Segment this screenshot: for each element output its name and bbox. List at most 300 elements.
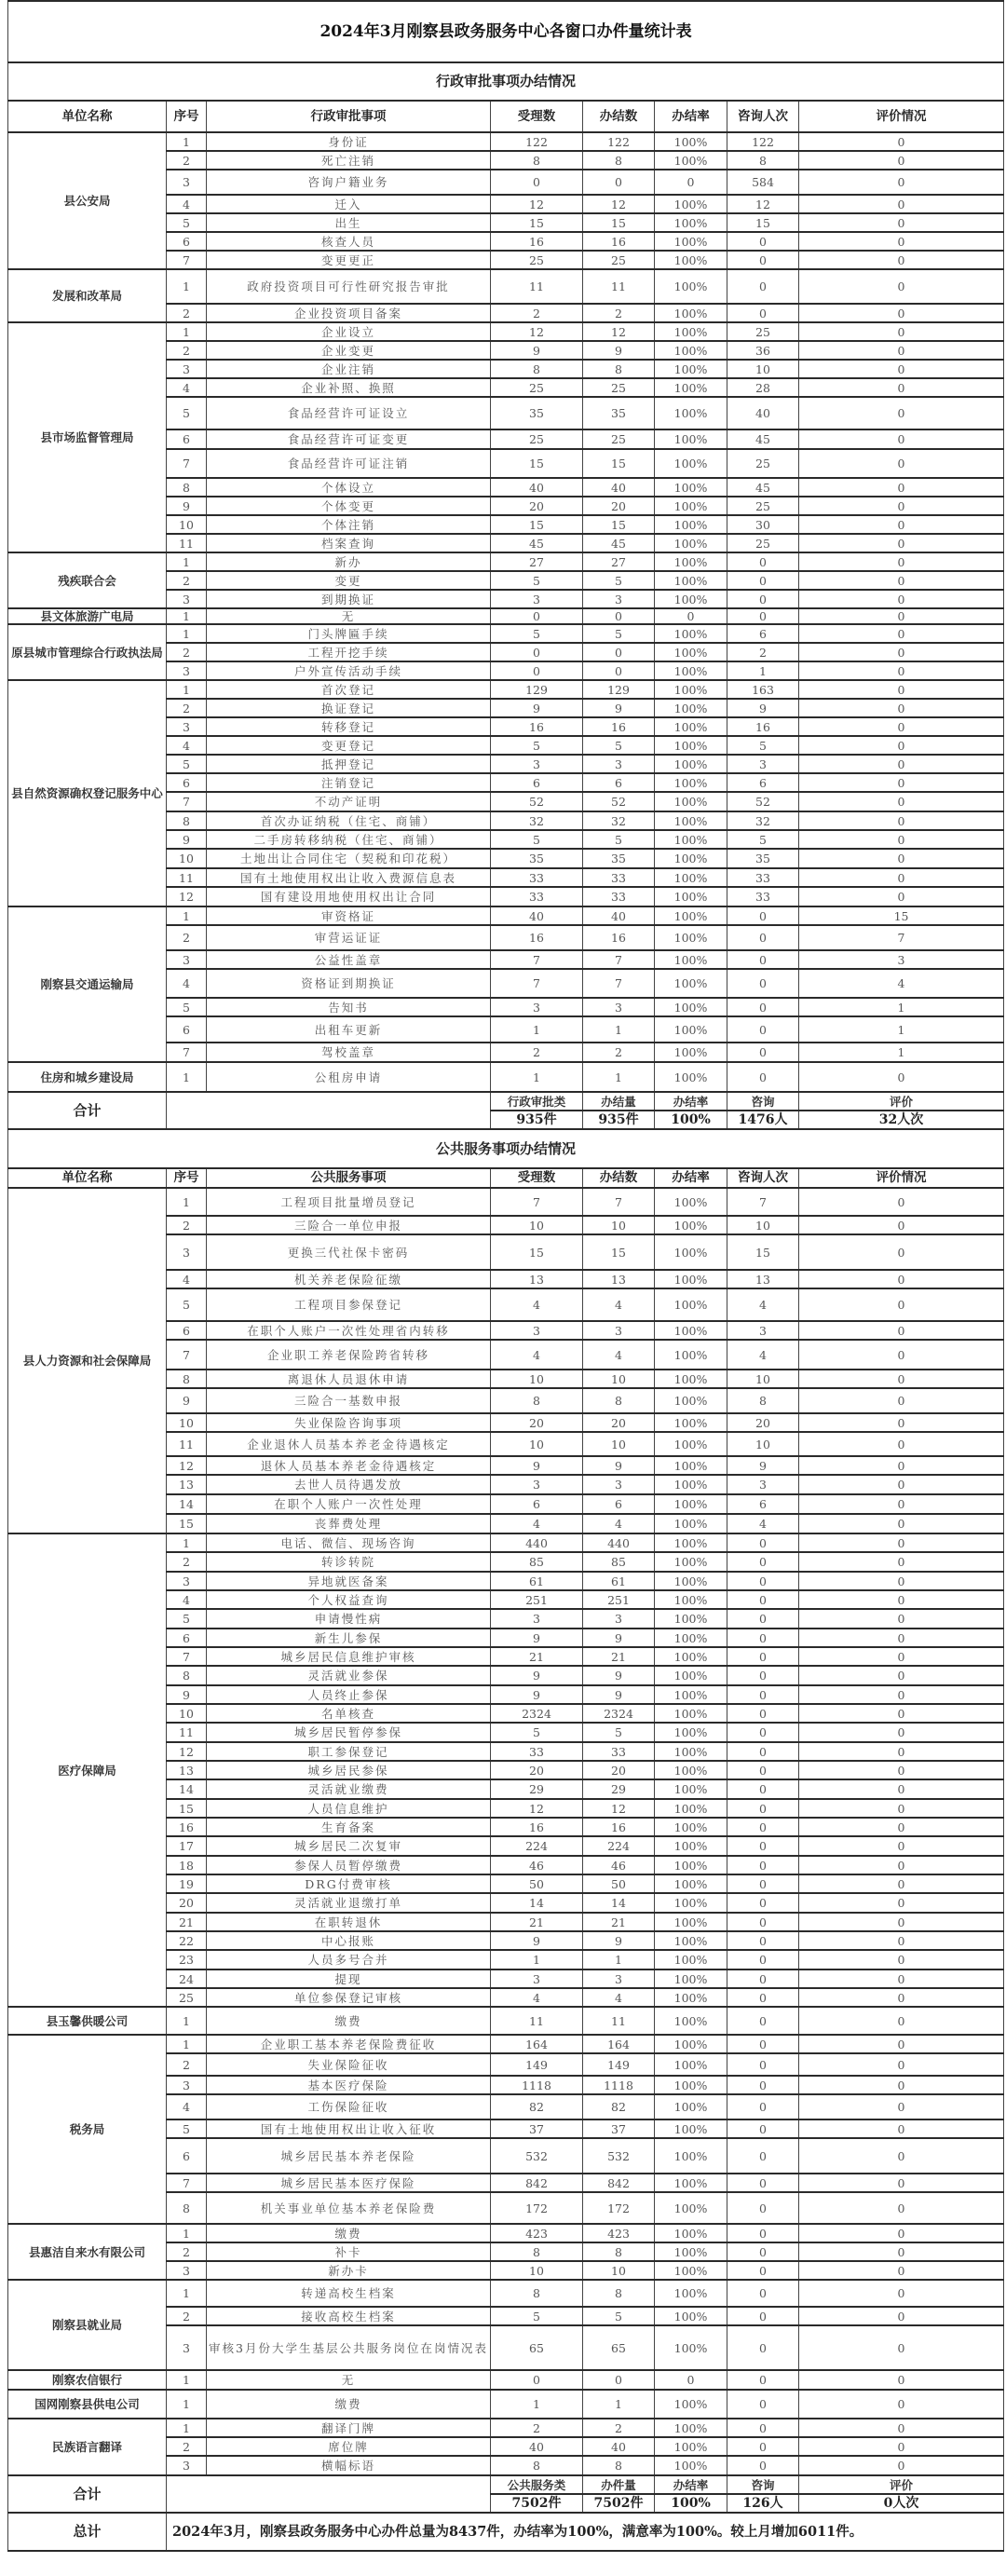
cell-completed: 8 (583, 2456, 655, 2475)
cell-consult: 0 (727, 2280, 799, 2307)
cell-seq: 7 (167, 1043, 207, 1062)
cell-completed: 2 (583, 1043, 655, 1062)
cell-accepted: 14 (491, 1893, 583, 1913)
cell-evaluation: 0 (799, 624, 1004, 643)
cell-item: 食品经营许可证注销 (207, 449, 491, 478)
cell-item: 工伤保险征收 (207, 2094, 491, 2119)
cell-consult: 52 (727, 792, 799, 811)
cell-rate: 100% (655, 2094, 727, 2119)
cell-seq: 16 (167, 1818, 207, 1836)
cell-accepted: 5 (491, 571, 583, 590)
column-header-rate: 办结率 (655, 1168, 727, 1188)
cell-accepted: 3 (491, 998, 583, 1016)
cell-evaluation: 0 (799, 571, 1004, 590)
cell-evaluation: 0 (799, 1475, 1004, 1494)
cell-completed: 33 (583, 887, 655, 906)
column-header-rate: 办结率 (655, 101, 727, 132)
cell-item: 公益性盖章 (207, 950, 491, 969)
cell-consult: 30 (727, 515, 799, 534)
cell-rate: 100% (655, 1969, 727, 1988)
cell-seq: 1 (167, 906, 207, 925)
cell-rate: 100% (655, 1818, 727, 1836)
cell-evaluation: 0 (799, 1988, 1004, 2007)
cell-seq: 10 (167, 515, 207, 534)
cell-rate: 100% (655, 2119, 727, 2138)
cell-completed: 10 (583, 1370, 655, 1388)
cell-evaluation: 0 (799, 2307, 1004, 2325)
cell-accepted: 46 (491, 1856, 583, 1874)
cell-item: 离退休人员退休申请 (207, 1370, 491, 1388)
cell-item: 变更登记 (207, 736, 491, 755)
cell-seq: 1 (167, 608, 207, 624)
cell-rate: 100% (655, 1188, 727, 1216)
cell-evaluation: 0 (799, 1370, 1004, 1388)
cell-seq: 13 (167, 1475, 207, 1494)
cell-item: 灵活就业缴费 (207, 1779, 491, 1799)
cell-consult: 0 (727, 1988, 799, 2007)
cell-seq: 17 (167, 1836, 207, 1856)
cell-accepted: 27 (491, 552, 583, 571)
cell-completed: 15 (583, 213, 655, 232)
cell-rate: 100% (655, 887, 727, 906)
cell-accepted: 1 (491, 1950, 583, 1969)
cell-rate: 100% (655, 2437, 727, 2456)
cell-item: 国有土地使用权出让收入征收 (207, 2119, 491, 2138)
cell-completed: 8 (583, 2242, 655, 2261)
cell-accepted: 3 (491, 1321, 583, 1340)
cell-item: 新生儿参保 (207, 1629, 491, 1647)
cell-seq: 2 (167, 1552, 207, 1572)
cell-consult: 0 (727, 1856, 799, 1874)
cell-completed: 35 (583, 397, 655, 429)
cell-evaluation: 0 (799, 2390, 1004, 2419)
cell-item: 转诊转院 (207, 1552, 491, 1572)
cell-rate: 100% (655, 2307, 727, 2325)
cell-completed: 1118 (583, 2076, 655, 2094)
cell-rate: 100% (655, 269, 727, 304)
grand-total-row (8, 2513, 1004, 2551)
cell-item: 出生 (207, 213, 491, 232)
cell-consult: 12 (727, 195, 799, 213)
cell-accepted: 16 (491, 232, 583, 251)
cell-rate: 100% (655, 1590, 727, 1609)
cell-evaluation: 0 (799, 1742, 1004, 1761)
cell-evaluation: 0 (799, 195, 1004, 213)
cell-rate: 100% (655, 1629, 727, 1647)
cell-seq: 7 (167, 2174, 207, 2192)
cell-rate: 100% (655, 515, 727, 534)
cell-consult: 35 (727, 849, 799, 868)
cell-consult: 0 (727, 2325, 799, 2370)
cell-accepted: 10 (491, 1216, 583, 1234)
cell-seq: 3 (167, 661, 207, 680)
cell-accepted: 3 (491, 590, 583, 608)
cell-consult: 0 (727, 998, 799, 1016)
cell-rate: 100% (655, 1270, 727, 1288)
cell-completed: 20 (583, 497, 655, 515)
cell-accepted: 251 (491, 1590, 583, 1609)
cell-rate: 100% (655, 552, 727, 571)
cell-rate: 100% (655, 590, 727, 608)
cell-item: 失业保险征收 (207, 2053, 491, 2076)
cell-evaluation: 0 (799, 1779, 1004, 1799)
cell-evaluation: 0 (799, 868, 1004, 887)
subtotal-value: 32人次 (799, 1111, 1004, 1129)
section-title-row (8, 1129, 1004, 1168)
cell-seq: 6 (167, 1016, 207, 1043)
cell-seq: 2 (167, 304, 207, 322)
grand-total-summary: 2024年3月，刚察县政务服务中心办件总量为8437件，办结率为100%，满意率为100%。较上月增加6011件。 (167, 2513, 1004, 2551)
cell-item: 三险合一基数申报 (207, 1388, 491, 1413)
unit-name: 县人力资源和社会保障局 (8, 1188, 167, 1533)
subtotal-value: 100% (655, 1111, 727, 1129)
cell-seq: 22 (167, 1931, 207, 1950)
cell-accepted: 15 (491, 449, 583, 478)
cell-seq: 11 (167, 534, 207, 552)
cell-item: 申请慢性病 (207, 1609, 491, 1629)
cell-consult: 10 (727, 1216, 799, 1234)
cell-rate: 100% (655, 360, 727, 378)
cell-seq: 1 (167, 552, 207, 571)
cell-completed: 842 (583, 2174, 655, 2192)
cell-consult: 0 (727, 2242, 799, 2261)
cell-completed: 3 (583, 1321, 655, 1340)
cell-evaluation: 0 (799, 478, 1004, 497)
cell-item: 丧葬费处理 (207, 1514, 491, 1533)
cell-evaluation: 0 (799, 1188, 1004, 1216)
cell-completed: 2324 (583, 1704, 655, 1723)
cell-accepted: 8 (491, 360, 583, 378)
cell-accepted: 20 (491, 497, 583, 515)
subtotal-label: 合计 (8, 1092, 167, 1129)
cell-item: 补卡 (207, 2242, 491, 2261)
cell-completed: 1 (583, 1016, 655, 1043)
cell-consult: 0 (727, 232, 799, 251)
cell-seq: 10 (167, 1413, 207, 1432)
cell-item: 工程项目批量增员登记 (207, 1188, 491, 1216)
cell-seq: 7 (167, 251, 207, 269)
cell-consult: 6 (727, 624, 799, 643)
cell-rate: 100% (655, 811, 727, 830)
cell-seq: 2 (167, 341, 207, 360)
cell-item: 公租房申请 (207, 1062, 491, 1092)
cell-completed: 11 (583, 2007, 655, 2035)
cell-evaluation: 0 (799, 590, 1004, 608)
cell-consult: 0 (727, 1062, 799, 1092)
cell-consult: 6 (727, 1494, 799, 1514)
cell-item: 在职个人账户一次性处理 (207, 1494, 491, 1514)
cell-consult: 0 (727, 1818, 799, 1836)
cell-completed: 5 (583, 1723, 655, 1742)
cell-consult: 0 (727, 2390, 799, 2419)
cell-accepted: 61 (491, 1572, 583, 1590)
cell-seq: 6 (167, 1629, 207, 1647)
unit-name: 县文体旅游广电局 (8, 608, 167, 624)
cell-rate: 100% (655, 773, 727, 792)
subtotal-header: 办结率 (655, 1092, 727, 1111)
cell-accepted: 40 (491, 2437, 583, 2456)
cell-evaluation: 0 (799, 2053, 1004, 2076)
cell-evaluation: 0 (799, 773, 1004, 792)
cell-seq: 6 (167, 2138, 207, 2174)
cell-consult: 10 (727, 1370, 799, 1388)
cell-seq: 3 (167, 717, 207, 736)
cell-accepted: 45 (491, 534, 583, 552)
cell-rate: 0 (655, 170, 727, 195)
cell-accepted: 6 (491, 1494, 583, 1514)
cell-rate: 100% (655, 151, 727, 170)
cell-seq: 1 (167, 2035, 207, 2053)
table-row (8, 624, 1004, 643)
cell-item: 土地出让合同住宅（契税和印花税） (207, 849, 491, 868)
cell-completed: 5 (583, 830, 655, 849)
cell-accepted: 15 (491, 1234, 583, 1270)
cell-rate: 100% (655, 2456, 727, 2475)
cell-rate: 100% (655, 341, 727, 360)
subtotal-blank (167, 2475, 491, 2513)
column-header-consult: 咨询人次 (727, 1168, 799, 1188)
cell-consult: 45 (727, 478, 799, 497)
cell-seq: 7 (167, 792, 207, 811)
cell-completed: 0 (583, 608, 655, 624)
cell-evaluation: 0 (799, 1666, 1004, 1685)
cell-rate: 100% (655, 1552, 727, 1572)
cell-evaluation: 0 (799, 2280, 1004, 2307)
cell-rate: 100% (655, 2053, 727, 2076)
cell-seq: 4 (167, 969, 207, 998)
cell-rate: 100% (655, 2192, 727, 2224)
table-row (8, 2419, 1004, 2437)
cell-seq: 4 (167, 378, 207, 397)
cell-consult: 13 (727, 1270, 799, 1288)
cell-completed: 164 (583, 2035, 655, 2053)
column-header-completed: 办结数 (583, 101, 655, 132)
cell-evaluation: 0 (799, 2094, 1004, 2119)
cell-consult: 0 (727, 1016, 799, 1043)
cell-evaluation: 0 (799, 1723, 1004, 1742)
column-header-accepted: 受理数 (491, 101, 583, 132)
cell-rate: 100% (655, 2174, 727, 2192)
cell-evaluation: 0 (799, 322, 1004, 341)
cell-item: 人员终止参保 (207, 1685, 491, 1704)
cell-completed: 440 (583, 1533, 655, 1552)
cell-completed: 10 (583, 1432, 655, 1456)
cell-seq: 1 (167, 2419, 207, 2437)
cell-evaluation: 0 (799, 2242, 1004, 2261)
cell-consult: 9 (727, 699, 799, 717)
cell-consult: 0 (727, 1723, 799, 1742)
section-title-row (8, 62, 1004, 101)
cell-accepted: 50 (491, 1874, 583, 1893)
cell-item: 转递高校生档案 (207, 2280, 491, 2307)
unit-name: 刚察县交通运输局 (8, 906, 167, 1062)
cell-completed: 12 (583, 322, 655, 341)
cell-evaluation: 0 (799, 1685, 1004, 1704)
cell-evaluation: 15 (799, 906, 1004, 925)
cell-seq: 10 (167, 849, 207, 868)
cell-item: 变更 (207, 571, 491, 590)
cell-accepted: 1 (491, 1016, 583, 1043)
cell-completed: 10 (583, 1216, 655, 1234)
cell-evaluation: 0 (799, 1388, 1004, 1413)
cell-accepted: 122 (491, 132, 583, 151)
cell-rate: 100% (655, 1779, 727, 1799)
cell-rate: 100% (655, 2138, 727, 2174)
column-header-seq: 序号 (167, 1168, 207, 1188)
cell-seq: 9 (167, 1685, 207, 1704)
cell-completed: 1 (583, 2390, 655, 2419)
unit-name: 民族语言翻译 (8, 2419, 167, 2475)
cell-item: 灵活就业参保 (207, 1666, 491, 1685)
cell-completed: 8 (583, 1388, 655, 1413)
cell-completed: 251 (583, 1590, 655, 1609)
cell-accepted: 85 (491, 1552, 583, 1572)
unit-name: 国网刚察县供电公司 (8, 2390, 167, 2419)
cell-seq: 8 (167, 1666, 207, 1685)
cell-seq: 4 (167, 1270, 207, 1288)
cell-accepted: 33 (491, 887, 583, 906)
cell-seq: 7 (167, 1647, 207, 1666)
cell-accepted: 35 (491, 397, 583, 429)
cell-accepted: 8 (491, 1388, 583, 1413)
cell-seq: 1 (167, 269, 207, 304)
cell-evaluation: 0 (799, 151, 1004, 170)
cell-item: 单位参保登记审核 (207, 1988, 491, 2007)
cell-rate: 100% (655, 680, 727, 699)
cell-accepted: 20 (491, 1413, 583, 1432)
cell-item: 生育备案 (207, 1818, 491, 1836)
cell-rate: 100% (655, 1234, 727, 1270)
cell-accepted: 35 (491, 849, 583, 868)
cell-seq: 2 (167, 925, 207, 950)
cell-item: 注销登记 (207, 773, 491, 792)
cell-item: 抵押登记 (207, 755, 491, 773)
cell-rate: 100% (655, 1432, 727, 1456)
cell-completed: 61 (583, 1572, 655, 1590)
cell-completed: 21 (583, 1647, 655, 1666)
cell-consult: 0 (727, 2419, 799, 2437)
cell-rate: 100% (655, 2076, 727, 2094)
cell-item: 死亡注销 (207, 151, 491, 170)
cell-consult: 3 (727, 1321, 799, 1340)
cell-seq: 12 (167, 1742, 207, 1761)
cell-rate: 100% (655, 1666, 727, 1685)
cell-evaluation: 4 (799, 969, 1004, 998)
cell-seq: 8 (167, 2192, 207, 2224)
cell-rate: 100% (655, 2007, 727, 2035)
unit-name: 残疾联合会 (8, 552, 167, 608)
cell-completed: 46 (583, 1856, 655, 1874)
subtotal-header: 公共服务类 (491, 2475, 583, 2494)
table-row (8, 2224, 1004, 2242)
cell-rate: 100% (655, 1931, 727, 1950)
cell-item: 换证登记 (207, 699, 491, 717)
cell-seq: 1 (167, 132, 207, 151)
subtotal-value: 126人 (727, 2494, 799, 2513)
cell-completed: 423 (583, 2224, 655, 2242)
unit-name: 刚察农信银行 (8, 2370, 167, 2390)
cell-accepted: 7 (491, 969, 583, 998)
cell-completed: 1 (583, 1950, 655, 1969)
cell-seq: 9 (167, 830, 207, 849)
cell-item: 资格证到期换证 (207, 969, 491, 998)
cell-accepted: 8 (491, 2242, 583, 2261)
cell-completed: 10 (583, 2261, 655, 2280)
cell-completed: 5 (583, 2307, 655, 2325)
cell-evaluation: 0 (799, 2119, 1004, 2138)
cell-rate: 100% (655, 1388, 727, 1413)
cell-consult: 0 (727, 2456, 799, 2475)
cell-completed: 0 (583, 643, 655, 661)
cell-consult: 0 (727, 1666, 799, 1685)
cell-completed: 4 (583, 1288, 655, 1321)
cell-seq: 1 (167, 1062, 207, 1092)
cell-item: 无 (207, 608, 491, 624)
cell-item: 个体变更 (207, 497, 491, 515)
cell-rate: 100% (655, 1288, 727, 1321)
cell-completed: 35 (583, 849, 655, 868)
cell-rate: 100% (655, 449, 727, 478)
cell-completed: 16 (583, 1818, 655, 1836)
cell-evaluation: 0 (799, 887, 1004, 906)
cell-rate: 100% (655, 1413, 727, 1432)
cell-item: 企业职工养老保险跨省转移 (207, 1340, 491, 1370)
cell-consult: 8 (727, 151, 799, 170)
subtotal-value: 1476人 (727, 1111, 799, 1129)
cell-consult: 0 (727, 1533, 799, 1552)
cell-item: 缴费 (207, 2224, 491, 2242)
column-header-evaluation: 评价情况 (799, 101, 1004, 132)
cell-evaluation: 0 (799, 2007, 1004, 2035)
cell-accepted: 5 (491, 736, 583, 755)
cell-seq: 12 (167, 887, 207, 906)
cell-rate: 100% (655, 2242, 727, 2261)
cell-evaluation: 0 (799, 1533, 1004, 1552)
cell-rate: 100% (655, 195, 727, 213)
cell-evaluation: 0 (799, 1572, 1004, 1590)
cell-item: 企业补照、换照 (207, 378, 491, 397)
cell-rate: 100% (655, 2419, 727, 2437)
cell-rate: 100% (655, 534, 727, 552)
subtotal-header: 咨询 (727, 2475, 799, 2494)
cell-accepted: 0 (491, 643, 583, 661)
cell-item: 不动产证明 (207, 792, 491, 811)
cell-completed: 3 (583, 1969, 655, 1988)
cell-rate: 100% (655, 643, 727, 661)
cell-item: 企业退休人员基本养老金待遇核定 (207, 1432, 491, 1456)
cell-item: 更换三代社保卡密码 (207, 1234, 491, 1270)
cell-seq: 1 (167, 2390, 207, 2419)
cell-item: 席位牌 (207, 2437, 491, 2456)
cell-seq: 3 (167, 2261, 207, 2280)
cell-consult: 33 (727, 887, 799, 906)
cell-evaluation: 0 (799, 755, 1004, 773)
cell-evaluation: 0 (799, 2138, 1004, 2174)
column-header-consult: 咨询人次 (727, 101, 799, 132)
cell-consult: 3 (727, 755, 799, 773)
cell-seq: 2 (167, 571, 207, 590)
cell-consult: 0 (727, 1572, 799, 1590)
cell-rate: 100% (655, 1340, 727, 1370)
cell-rate: 100% (655, 2325, 727, 2370)
cell-seq: 6 (167, 773, 207, 792)
cell-evaluation: 0 (799, 449, 1004, 478)
cell-consult: 0 (727, 2224, 799, 2242)
cell-consult: 5 (727, 830, 799, 849)
cell-rate: 100% (655, 132, 727, 151)
cell-accepted: 2 (491, 1043, 583, 1062)
unit-name: 医疗保障局 (8, 1533, 167, 2007)
